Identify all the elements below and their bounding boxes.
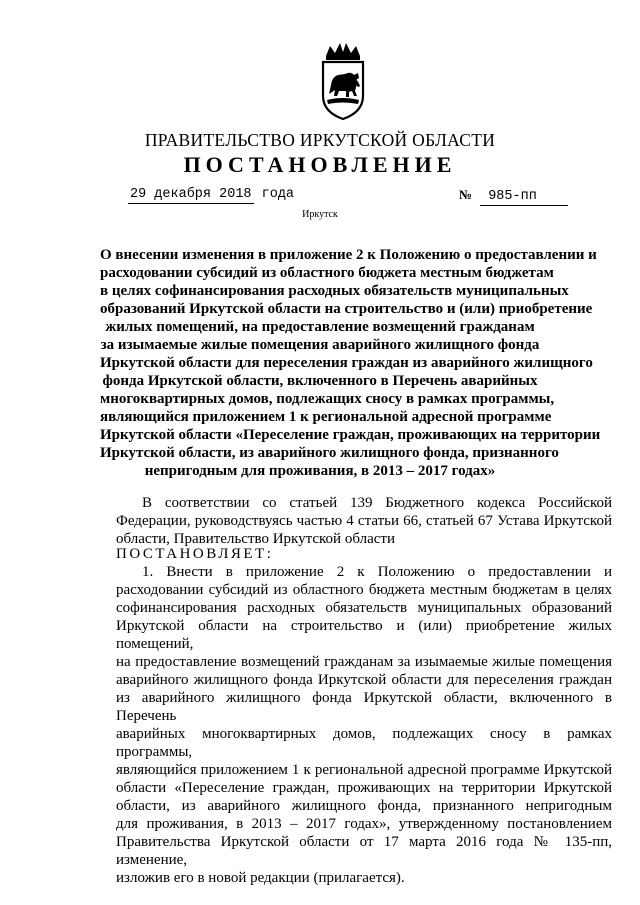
date-suffix: года <box>253 187 295 202</box>
preamble-paragraph <box>116 494 612 548</box>
document-date <box>128 187 294 204</box>
paragraph-line: расходовании субсидий из областного бюджета местным бюджетам в целях <box>116 582 612 598</box>
subject-line: фонда Иркутской области, включенного в Перечень аварийных <box>102 373 538 389</box>
number-sign: № <box>459 187 473 202</box>
paragraph-line: Правительства Иркутской области от 17 марта 2016 года № 135-пп, изменение, <box>116 834 612 868</box>
subject-line: Иркутской области для переселения граждан из аварийного жилищного <box>100 355 593 371</box>
date-value: 29 декабря 2018 <box>130 187 252 202</box>
paragraph-line: из аварийного жилищного фонда Иркутской области, включенного в Перечень <box>116 690 612 724</box>
document-number <box>459 187 568 206</box>
subject-line: за изымаемые жилые помещения аварийного жилищного фонда <box>100 337 540 353</box>
subject-line: расходовании субсидий из областного бюджета местным бюджетам <box>100 265 554 281</box>
paragraph-line: аварийных многоквартирных домов, подлежащих сносу в рамках программы, <box>116 726 612 760</box>
paragraph-line: софинансирования расходных обязательств муниципальных образований <box>116 600 612 616</box>
subject-line: О внесении изменения в приложение 2 к Положению о предоставлении и <box>100 247 597 263</box>
paragraph-line: для проживания, в 2013 – 2017 годах», утвержденному постановлением <box>116 816 612 832</box>
subject-line: образований Иркутской области на строительство и (или) приобретение <box>100 301 593 317</box>
subject-line: непригодным для проживания, в 2013 – 2017 годах» <box>144 463 496 479</box>
number-value: 985-пп <box>480 189 568 206</box>
subject-line: многоквартирных домов, подлежащих сносу в рамках программы, <box>100 391 555 407</box>
government-title: ПРАВИТЕЛЬСТВО ИРКУТСКОЙ ОБЛАСТИ <box>144 130 496 150</box>
document-type-title: ПОСТАНОВЛЕНИЕ <box>183 152 457 177</box>
subject-line: жилых помещений, на предоставление возмещений гражданам <box>105 319 535 335</box>
paragraph-line: области, из аварийного жилищного фонда, признанного непригодным <box>116 798 612 814</box>
coat-of-arms-icon <box>320 42 366 122</box>
paragraph-line: на предоставление возмещений гражданам за изымаемые жилые помещения <box>116 654 612 670</box>
document-subject <box>100 246 601 480</box>
paragraph-line: области, Правительство Иркутской области <box>116 531 395 547</box>
decree-word <box>116 545 612 563</box>
subject-line: в целях софинансирования расходных обязательств муниципальных <box>100 283 569 299</box>
paragraph-line: аварийного жилищного фонда Иркутской области для переселения граждан <box>116 672 612 688</box>
subject-line: Иркутской области, из аварийного жилищного фонда, признанного <box>100 445 559 461</box>
subject-line: являющийся приложением 1 к региональной адресной программе <box>100 409 552 425</box>
paragraph-line: изложив его в новой редакции (прилагается). <box>116 870 405 886</box>
paragraph-line: области «Переселение граждан, проживающих на территории Иркутской <box>116 780 612 796</box>
subject-line: Иркутской области «Переселение граждан, проживающих на территории <box>100 427 601 443</box>
paragraph-line: Иркутской области на строительство и (или) приобретение жилых помещений, <box>116 618 612 652</box>
paragraph-line: являющийся приложением 1 к региональной адресной программе Иркутской <box>116 762 612 778</box>
decree-word-text: ПОСТАНОВЛЯЕТ: <box>116 546 274 562</box>
clause-1-paragraph <box>116 563 612 887</box>
paragraph-line: 1. Внести в приложение 2 к Положению о предоставлении и <box>142 564 612 580</box>
paragraph-line: Федерации, руководствуясь частью 4 статьи 66, статьей 67 Устава Иркутской <box>116 513 612 529</box>
paragraph-line: В соответствии со статьей 139 Бюджетного кодекса Российской <box>142 495 612 511</box>
city-name: Иркутск <box>302 209 338 220</box>
